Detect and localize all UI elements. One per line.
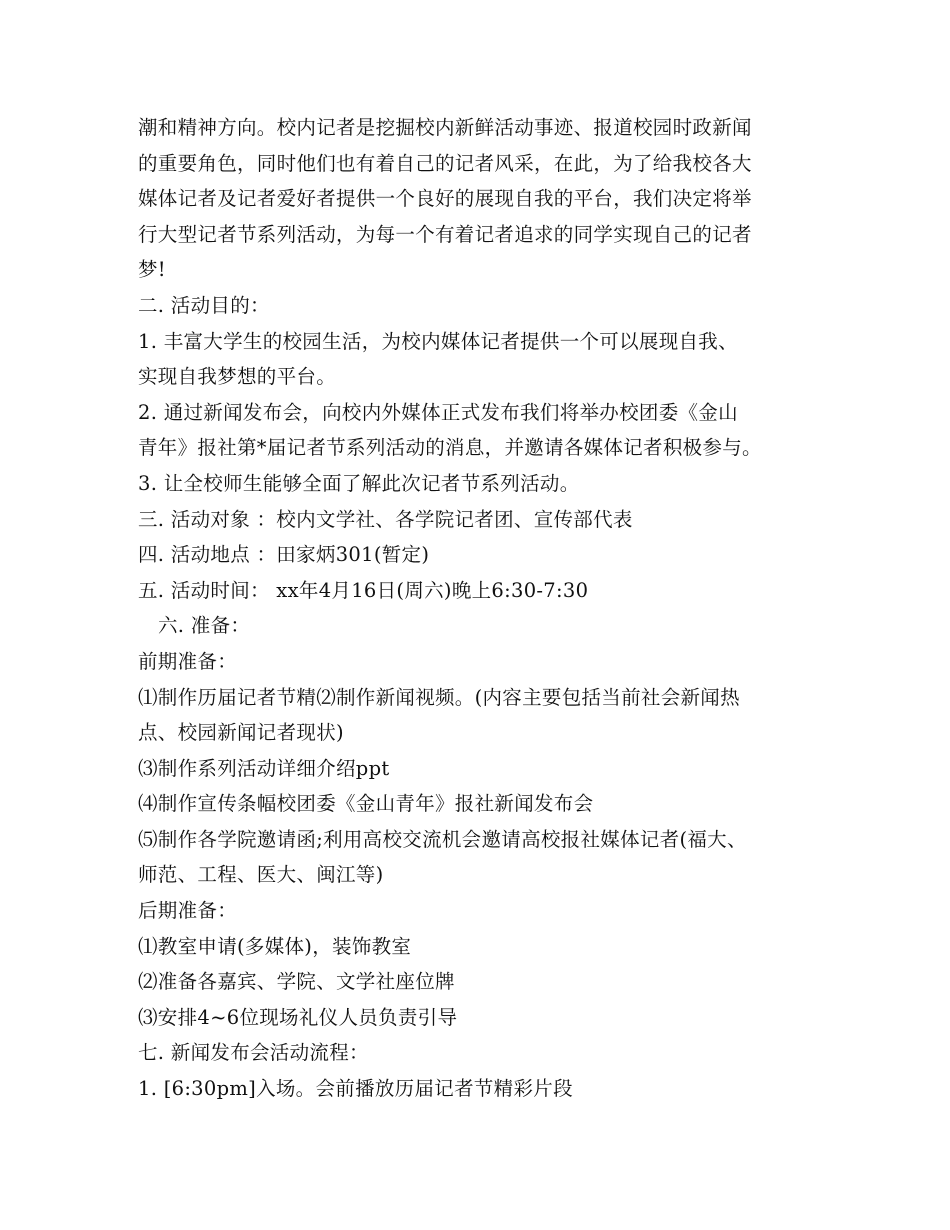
list-item: ⑷制作宣传条幅校团委《金山青年》报社新闻发布会 bbox=[138, 792, 594, 816]
list-item: ⑸制作各学院邀请函;利用高校交流机会邀请高校报社媒体记者(福大、 bbox=[138, 827, 747, 851]
section-heading: 四. 活动地点 ：田家炳301(暂定) bbox=[138, 543, 430, 567]
document-body bbox=[138, 110, 838, 1107]
list-item-continuation: 师范、工程、医大、闽江等) bbox=[138, 863, 384, 887]
section-heading: 五. 活动时间： xx年4月16日(周六)晚上6:30-7:30 bbox=[138, 578, 589, 602]
section-heading: 六. 准备： bbox=[158, 614, 251, 638]
list-item: ⑵准备各嘉宾、学院、文学社座位牌 bbox=[138, 970, 455, 994]
subsection-heading: 前期准备： bbox=[138, 649, 238, 673]
paragraph-line: 梦! bbox=[138, 258, 166, 282]
paragraph-line: 媒体记者及记者爱好者提供一个良好的展现自我的平台，我们决定将举 bbox=[138, 187, 752, 211]
list-item: 1. [6:30pm]入场。会前播放历届记者节精彩片段 bbox=[138, 1077, 573, 1101]
list-item-continuation: 点、校园新闻记者现状) bbox=[138, 721, 344, 745]
section-heading: 二. 活动目的： bbox=[138, 293, 270, 317]
list-item: ⑶安排4~6位现场礼仪人员负责引导 bbox=[138, 1005, 458, 1029]
list-item: 3. 让全校师生能够全面了解此次记者节系列活动。 bbox=[138, 471, 580, 495]
section-heading: 七. 新闻发布会活动流程： bbox=[138, 1041, 369, 1065]
list-item-continuation: 青年》报社第*届记者节系列活动的消息，并邀请各媒体记者积极参与。 bbox=[138, 436, 762, 460]
list-item: 1. 丰富大学生的校园生活，为校内媒体记者提供一个可以展现自我、 bbox=[138, 329, 738, 353]
list-item: 2. 通过新闻发布会，向校内外媒体正式发布我们将举办校团委《金山 bbox=[138, 400, 738, 424]
list-item: ⑴教室申请(多媒体)，装饰教室 bbox=[138, 934, 412, 958]
paragraph-line: 潮和精神方向。校内记者是挖掘校内新鲜活动事迹、报道校园时政新闻 bbox=[138, 116, 752, 139]
list-item: ⑴制作历届记者节精⑵制作新闻视频。(内容主要包括当前社会新闻热 bbox=[138, 685, 740, 709]
list-item-continuation: 实现自我梦想的平台。 bbox=[138, 365, 337, 389]
paragraph-line: 行大型记者节系列活动，为每一个有着记者追求的同学实现自己的记者 bbox=[138, 222, 752, 246]
paragraph-line: 的重要角色，同时他们也有着自己的记者风采，在此，为了给我校各大 bbox=[138, 151, 752, 175]
list-item: ⑶制作系列活动详细介绍ppt bbox=[138, 756, 390, 780]
subsection-heading: 后期准备： bbox=[138, 899, 238, 923]
section-heading: 三. 活动对象 ：校内文学社、各学院记者团、宣传部代表 bbox=[138, 507, 633, 531]
